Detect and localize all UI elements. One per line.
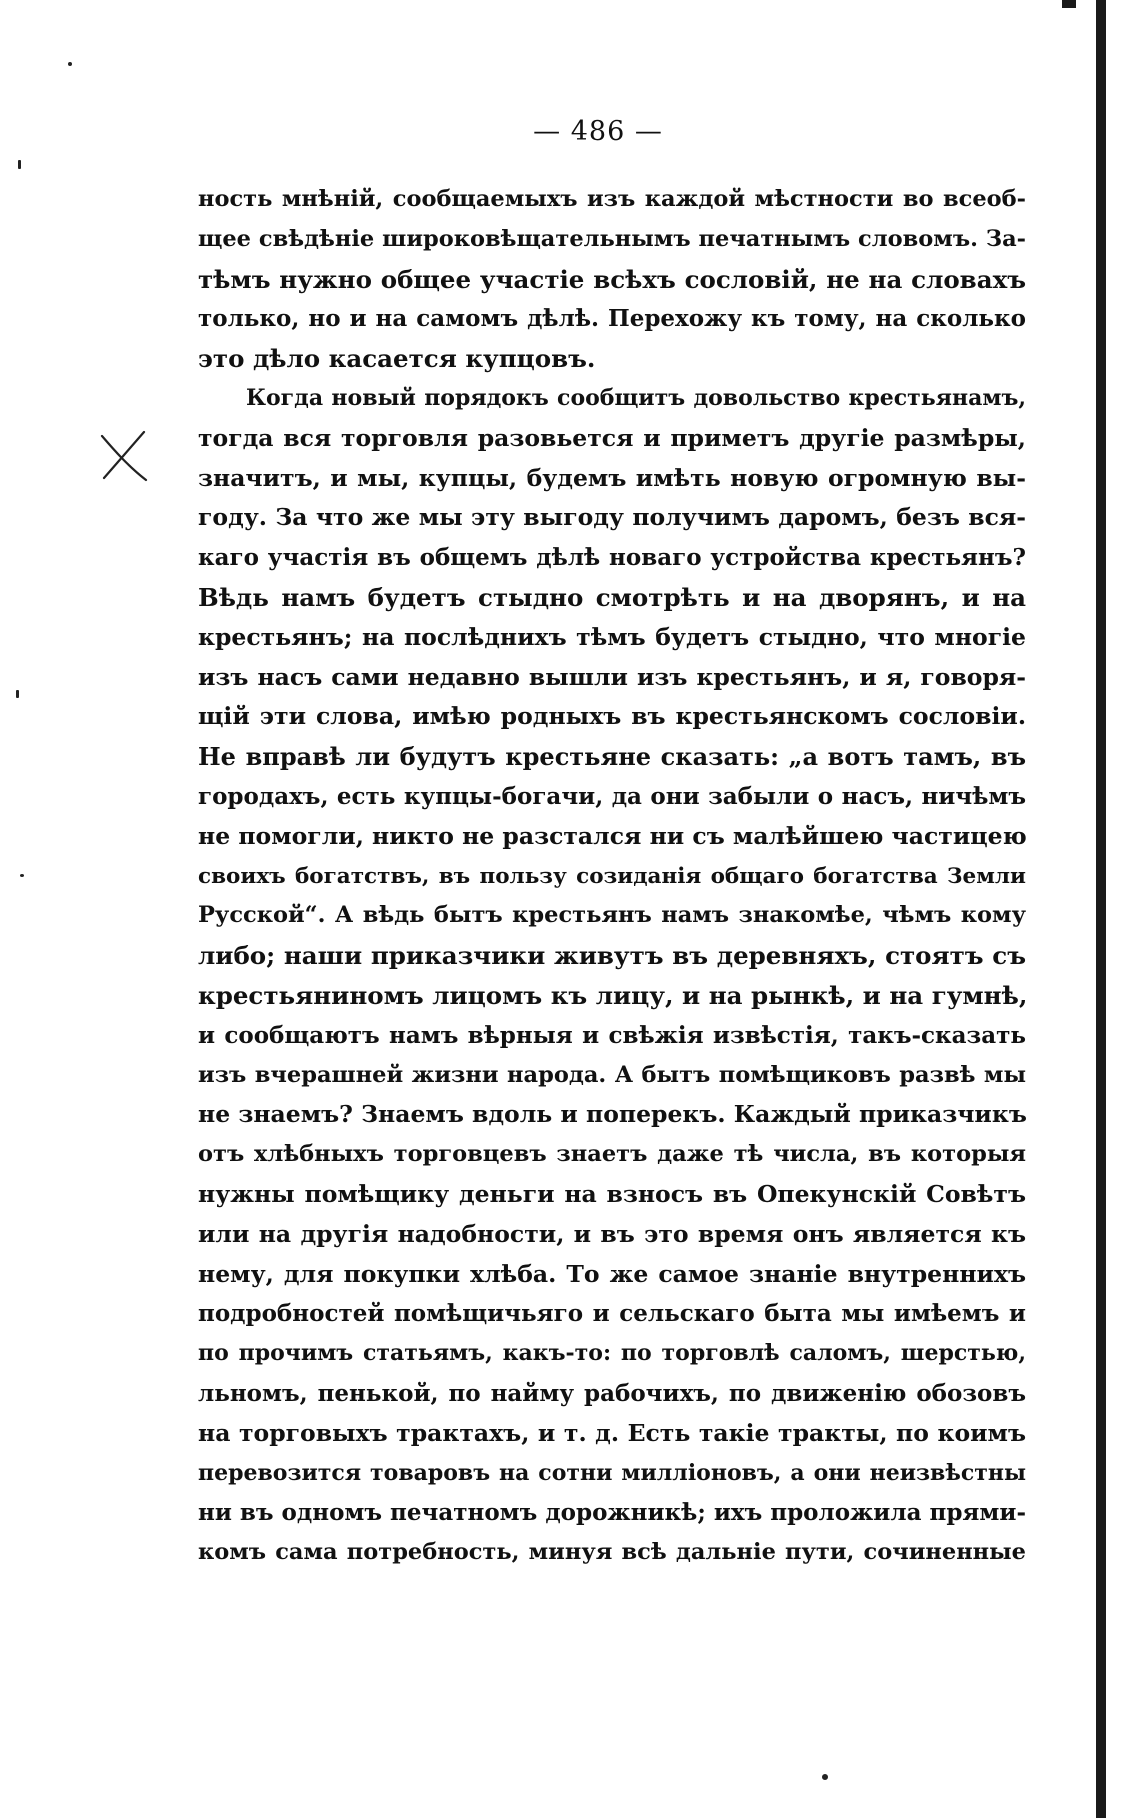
text-line: на торговыхъ трактахъ, и т. д. Есть такіе тракты, по коимъ [198, 1418, 1026, 1447]
scan-speck [16, 690, 19, 698]
text-line: крестьяниномъ лицомъ къ лицу, и на рынкѣ, и на гумнѣ, [198, 980, 1028, 1010]
text-line: ность мнѣній, сообщаемыхъ изъ каждой мѣстности во всеоб- [198, 186, 1026, 212]
text-line: отъ хлѣбныхъ торговцевъ знаетъ даже тѣ числа, въ которыя [198, 1141, 1026, 1168]
text-line: Не вправѣ ли будутъ крестьяне сказать: „а вотъ тамъ, въ [198, 742, 1026, 772]
scan-top-mark [1062, 0, 1076, 8]
text-line: щее свѣдѣніе широковѣщательнымъ печатнымъ словомъ. За- [198, 225, 1026, 252]
text-line: тогда вся торговля разовьется и приметъ другіе размѣры, [198, 423, 1026, 452]
text-line: перевозится товаровъ на сотни милліоновъ, а они неизвѣстны [198, 1459, 1026, 1486]
text-line: или на другія надобности, и въ это время онъ является къ [198, 1219, 1026, 1248]
text-line: и сообщаютъ намъ вѣрныя и свѣжія извѣстія, такъ-сказать [198, 1021, 1026, 1049]
text-line: Когда новый порядокъ сообщитъ довольство крестьянамъ, [246, 384, 1026, 411]
text-line: ни въ одномъ печатномъ дорожникѣ; ихъ проложила прями- [198, 1499, 1026, 1527]
scan-speck [68, 62, 72, 66]
text-line: только, но и на самомъ дѣлѣ. Перехожу къ тому, на сколько [198, 305, 1026, 333]
text-line: изъ вчерашней жизни народа. А бытъ помѣщиковъ развѣ мы [198, 1061, 1026, 1088]
text-line: это дѣло касается купцовъ. [198, 344, 596, 374]
text-line: нему, для покупки хлѣба. То же самое знаніе внутреннихъ [198, 1259, 1026, 1288]
text-line: не знаемъ? Знаемъ вдоль и поперекъ. Каждый приказчикъ [198, 1100, 1027, 1129]
scan-speck [20, 874, 24, 877]
text-line: льномъ, пенькой, по найму рабочихъ, по движенію обозовъ [198, 1379, 1026, 1407]
text-line: городахъ, есть купцы-богачи, да они забыли о насъ, ничѣмъ [198, 782, 1026, 810]
text-line: нужны помѣщику деньги на взносъ въ Опекунскій Совѣтъ [198, 1179, 1026, 1208]
body-text [198, 180, 1026, 1573]
scan-speck [822, 1774, 828, 1780]
page-scan-edge [1096, 0, 1106, 1818]
text-line: комъ сама потребность, минуя всѣ дальніе пути, сочиненные [198, 1539, 1026, 1566]
text-line: Вѣдь намъ будетъ стыдно смотрѣть и на дворянъ, и на [198, 582, 1026, 612]
text-line: тѣмъ нужно общее участіе всѣхъ сословій, не на словахъ [198, 264, 1026, 294]
text-line: подробностей помѣщичьяго и сельскаго быта мы имѣемъ и [198, 1300, 1026, 1328]
scan-speck [18, 160, 21, 169]
text-line: крестьянъ; на послѣднихъ тѣмъ будетъ стыдно, что многіе [198, 622, 1026, 651]
text-line: по прочимъ статьямъ, какъ-то: по торговлѣ саломъ, шерстью, [198, 1340, 1026, 1367]
pencil-x-mark-icon [96, 428, 152, 484]
text-line: щій эти слова, имѣю родныхъ въ крестьянскомъ сословіи. [198, 702, 1026, 731]
text-line: каго участія въ общемъ дѣлѣ новаго устройства крестьянъ? [198, 544, 1026, 572]
text-line: Русской“. А вѣдь бытъ крестьянъ намъ знакомѣе, чѣмъ кому [198, 902, 1026, 929]
text-line: значитъ, и мы, купцы, будемъ имѣть новую огромную вы- [198, 463, 1026, 492]
text-line: изъ насъ сами недавно вышли изъ крестьянъ, и я, говоря- [198, 662, 1026, 691]
text-line: году. За что же мы эту выгоду получимъ даромъ, безъ вся- [198, 503, 1026, 532]
text-line: либо; наши приказчики живутъ въ деревняхъ, стоятъ съ [198, 941, 1026, 971]
page-number: — 486 — [533, 116, 663, 147]
text-line: своихъ богатствъ, въ пользу созиданія общаго богатства Земли [198, 863, 1026, 889]
text-line: не помогли, никто не разстался ни съ малѣйшею частицею [198, 821, 1027, 850]
